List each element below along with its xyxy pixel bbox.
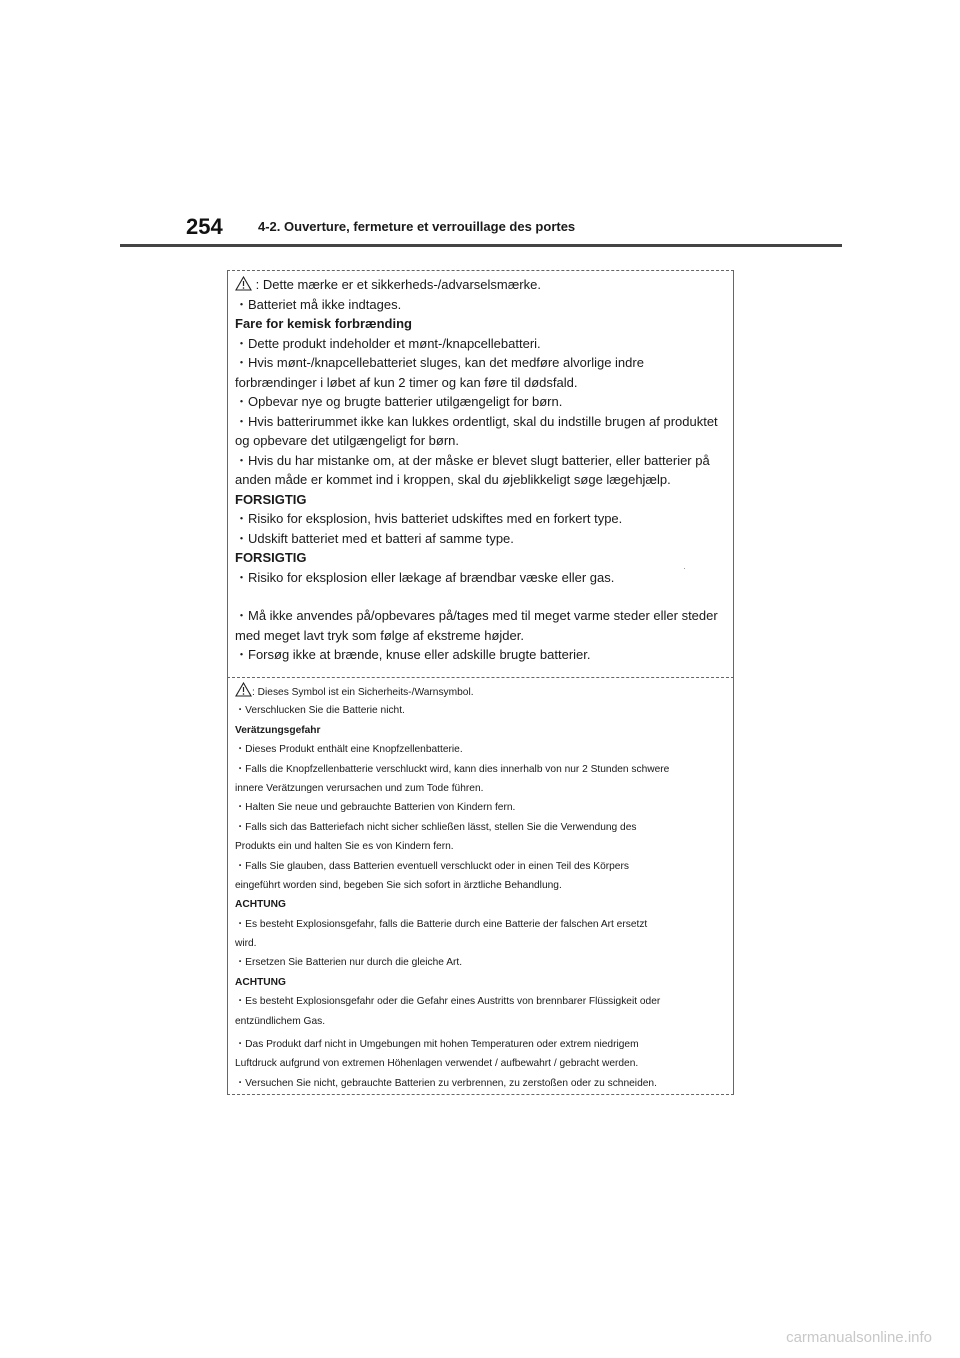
- german-warning-section: [235, 682, 727, 1093]
- text-line: innere Verätzungen verursachen und zum Tode führen.: [235, 782, 484, 794]
- text-line: FORSIGTIG: [235, 550, 307, 565]
- text-line: ・Hvis mønt-/knapcellebatteriet sluges, kan det medføre alvorlige indre: [235, 355, 644, 370]
- text-line: ・Må ikke anvendes på/opbevares på/tages med til meget varme steder eller steder: [235, 608, 718, 623]
- text-line: ・Versuchen Sie nicht, gebrauchte Batterien zu verbrennen, zu zerstoßen oder zu schneiden.: [235, 1077, 657, 1089]
- box-bottom-border: [227, 1094, 734, 1095]
- text-line: Produkts ein und halten Sie es von Kindern fern.: [235, 841, 454, 853]
- text-line: eingeführt worden sind, begeben Sie sich sofort in ärztliche Behandlung.: [235, 879, 562, 891]
- text-line: ・Ersetzen Sie Batterien nur durch die gleiche Art.: [235, 957, 463, 969]
- text-line: Fare for kemisk forbrænding: [235, 316, 412, 331]
- box-left-border: [227, 270, 228, 1095]
- text-line: forbrændinger i løbet af kun 2 timer og kan føre til dødsfald.: [235, 374, 578, 390]
- danish-symbol-text: : Dette mærke er et sikkerheds-/advarselsmærke.: [252, 277, 541, 292]
- page-number: 254: [186, 214, 223, 239]
- text-line: ・Falls die Knopfzellenbatterie verschluckt wird, kann dies innerhalb von nur 2 Stunden schwere: [235, 763, 670, 775]
- box-right-border: [733, 270, 734, 1095]
- box-top-border: [227, 270, 734, 271]
- text-line: med meget lavt tryk som følge af ekstreme højder.: [235, 627, 524, 643]
- text-line: ・Risiko for eksplosion eller lækage af brændbar væske eller gas.: [235, 569, 615, 585]
- text-line: wird.: [235, 938, 257, 950]
- text-line: ・Risiko for eksplosion, hvis batteriet udskiftes med en forkert type.: [235, 511, 623, 526]
- text-line: ACHTUNG: [235, 899, 286, 911]
- danish-symbol-line: [235, 275, 727, 295]
- text-line: ・Verschlucken Sie die Batterie nicht.: [235, 705, 405, 717]
- text-line: ・Halten Sie neue und gebrauchte Batterien von Kindern fern.: [235, 802, 516, 814]
- text-line: anden måde er kommet ind i kroppen, skal du øjeblikkeligt søge lægehjælp.: [235, 472, 671, 487]
- text-line: ・Hvis batterirummet ikke kan lukkes ordentligt, skal du indstille brugen af produktet: [235, 413, 718, 429]
- stray-mark: [684, 568, 685, 569]
- danish-gap: [235, 587, 727, 606]
- text-line: ・Es besteht Explosionsgefahr, falls die Batterie durch eine Batterie der falschen Art ersetzt: [235, 918, 648, 930]
- text-line: ・Dette produkt indeholder et mønt-/knapcellebatteri.: [235, 335, 541, 351]
- text-line: ・Udskift batteriet med et batteri af samme type.: [235, 530, 514, 546]
- german-lines-after-gap: [235, 1035, 727, 1093]
- text-line: og opbevare det utilgængeligt for børn.: [235, 433, 460, 448]
- text-line: ・Es besteht Explosionsgefahr oder die Gefahr eines Austritts von brennbarer Flüssigkeit oder: [235, 996, 661, 1008]
- text-line: entzündlichem Gas.: [235, 1015, 326, 1027]
- german-lines: [235, 701, 727, 1031]
- danish-lines: [235, 295, 727, 588]
- header-divider: [120, 244, 842, 247]
- text-line: Luftdruck aufgrund von extremen Höhenlagen verwendet / aufbewahrt / gebracht werden.: [235, 1058, 639, 1070]
- watermark: carmanualsonline.info: [786, 1329, 932, 1346]
- text-line: Verätzungsgefahr: [235, 724, 321, 736]
- text-line: ・Opbevar nye og brugte batterier utilgængeligt for børn.: [235, 394, 563, 409]
- text-line: ・Forsøg ikke at brænde, knuse eller adskille brugte batterier.: [235, 647, 591, 662]
- danish-lines-after-gap: [235, 606, 727, 665]
- text-line: ・Hvis du har mistanke om, at der måske er blevet slugt batterier, eller batterier på: [235, 452, 710, 468]
- german-symbol-text: : Dieses Symbol ist ein Sicherheits-/Warnsymbol.: [252, 687, 474, 698]
- text-line: ・Dieses Produkt enthält eine Knopfzellenbatterie.: [235, 744, 463, 756]
- text-line: ACHTUNG: [235, 976, 286, 988]
- text-line: FORSIGTIG: [235, 491, 307, 507]
- text-line: ・Das Produkt darf nicht in Umgebungen mit hohen Temperaturen oder extrem niedrigem: [235, 1039, 639, 1051]
- section-title: 4-2. Ouverture, fermeture et verrouillage des portes: [258, 219, 576, 234]
- danish-warning-section: [235, 275, 727, 665]
- box-middle-border: [227, 677, 734, 678]
- german-symbol-line: [235, 682, 727, 701]
- text-line: ・Falls sich das Batteriefach nicht sicher schließen lässt, stellen Sie die Verwendung des: [235, 821, 637, 833]
- warning-triangle-icon: [235, 276, 252, 291]
- warning-triangle-icon: [235, 682, 252, 697]
- text-line: ・Batteriet må ikke indtages.: [235, 296, 402, 312]
- text-line: ・Falls Sie glauben, dass Batterien eventuell verschluckt oder in einen Teil des Körpers: [235, 860, 629, 872]
